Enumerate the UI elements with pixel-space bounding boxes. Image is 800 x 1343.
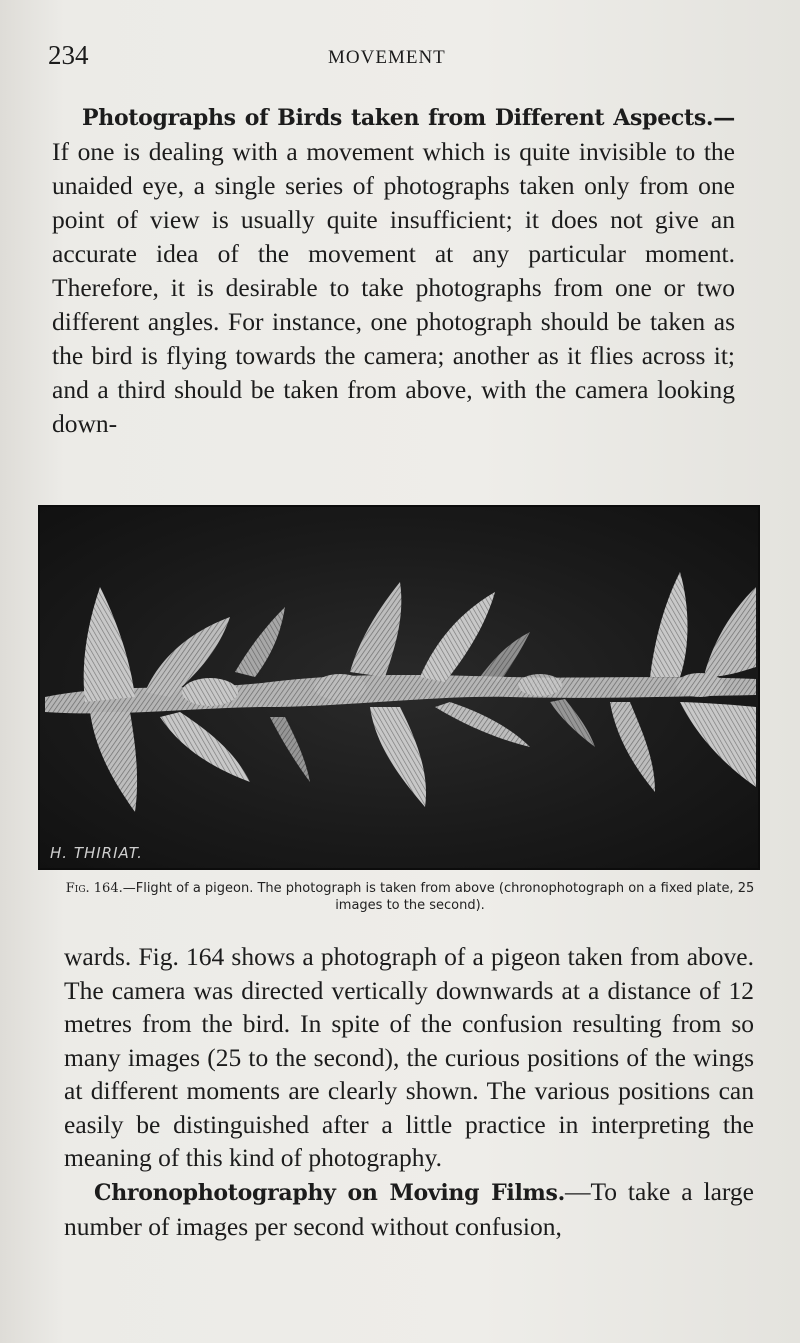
page-header bbox=[48, 40, 748, 76]
section-heading-birds-aspects: Photographs of Birds taken from Different Aspects.— bbox=[82, 105, 735, 131]
running-head: MOVEMENT bbox=[328, 47, 446, 68]
pigeon-flight-illustration bbox=[40, 507, 758, 868]
section-heading-moving-films: Chronophotography on Moving Films. bbox=[94, 1179, 565, 1206]
figure-caption-label: Fig. 164. bbox=[65, 881, 123, 896]
paragraph-birds-aspects bbox=[52, 100, 735, 441]
text-block-bottom bbox=[64, 940, 754, 1244]
paragraph-birds-continued: wards. Fig. 164 shows a photograph of a pigeon taken from above. The camera was directed vertically downwards at a distance of 12 metres from the bird. In spite of the confusion resulting from so many images (25 to the second), the curious positions of the wings at different moments are clearly shown. The various positions can easily be distinguished after a little practice in interpreting the meaning of this kind of photography. bbox=[64, 942, 754, 1172]
figure-caption bbox=[60, 880, 760, 914]
paragraph-moving-films bbox=[64, 1175, 754, 1244]
paragraph-text: If one is dealing with a movement which is quite invisible to the unaided eye, a single series of photographs taken only from one point of view is usually quite insufficient; it does not give an accurate idea of the movement at any particular moment. Therefore, it is desirable to take photographs from one or two different angles. For instance, one photograph should be taken as the bird is flying towards the camera; another as it flies across it; and a third should be taken from above, with the camera looking down- bbox=[52, 137, 735, 438]
figure-pigeon-flight bbox=[38, 505, 760, 870]
paragraph-text: —To take a large number of images per second without confusion, bbox=[64, 1176, 754, 1241]
artist-signature: H. THIRIAT. bbox=[50, 844, 143, 862]
page-number: 234 bbox=[48, 40, 89, 70]
figure-caption-text: —Flight of a pigeon. The photograph is taken from above (chronophotograph on a fixed plate, 25 images to the second). bbox=[122, 881, 755, 913]
